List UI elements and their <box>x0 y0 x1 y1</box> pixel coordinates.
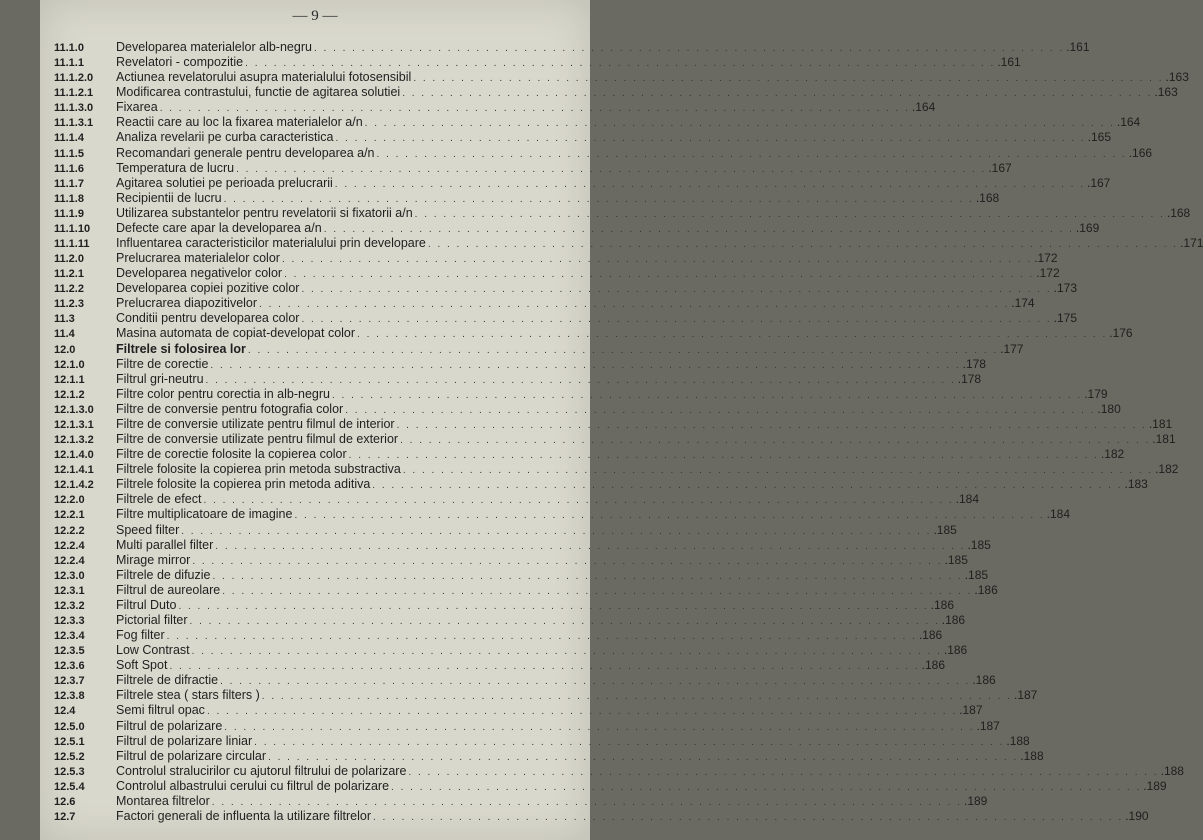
dot-leader <box>402 86 1152 101</box>
page-ref: .181 <box>1152 432 1176 447</box>
section-title: Filtrele de difractie <box>116 673 219 688</box>
page-ref: .163 <box>1154 85 1178 100</box>
section-number: 11.2.1 <box>54 268 84 281</box>
dot-leader <box>332 388 1082 403</box>
toc-entry <box>54 100 936 115</box>
page-number: — 9 — <box>292 8 338 24</box>
section-number: 12.1.4.2 <box>54 479 94 492</box>
dot-leader <box>372 478 1122 493</box>
page-ref: .168 <box>1166 205 1191 220</box>
dot-leader <box>391 780 1141 795</box>
toc-entry <box>54 311 1078 326</box>
section-number: 12.1.2 <box>54 388 85 401</box>
section-title: Filtrul gri-neutru <box>116 371 204 386</box>
toc-entry <box>54 748 1044 764</box>
dot-leader <box>203 493 953 508</box>
toc-entry <box>54 371 982 387</box>
section-number: 11.1.7 <box>54 177 84 190</box>
dot-leader <box>224 720 974 735</box>
dot-leader <box>284 267 1034 282</box>
toc-entry <box>54 778 1167 794</box>
dot-leader <box>301 282 1051 297</box>
toc-entry <box>54 401 1121 417</box>
dot-leader <box>222 584 972 599</box>
section-title: Low Contrast <box>116 643 190 658</box>
section-title: Filtre de corectie <box>116 356 209 371</box>
page-ref: .171 <box>1180 236 1203 251</box>
dot-leader <box>254 735 1004 750</box>
dot-leader <box>377 147 1127 162</box>
page-ref: .185 <box>944 552 968 567</box>
page-ref: .185 <box>964 567 989 582</box>
section-number: 11.1.8 <box>54 192 84 205</box>
section-number: 12.3.7 <box>54 675 85 688</box>
section-number: 12.2.4 <box>54 539 85 552</box>
dot-leader <box>428 237 1178 252</box>
page-ref: .183 <box>1124 477 1148 492</box>
section-number: 12.3.5 <box>54 645 85 658</box>
dot-leader <box>245 56 995 71</box>
section-number: 11.1.3.1 <box>54 117 94 130</box>
dot-leader <box>207 704 957 719</box>
toc-entry <box>54 718 1000 734</box>
dot-leader <box>324 222 1074 237</box>
page-ref: .178 <box>957 371 982 386</box>
dot-leader <box>397 418 1147 433</box>
section-title: Filtre color pentru corectia in alb-negru <box>116 386 330 401</box>
section-number: 11.1.4 <box>54 132 84 145</box>
dot-leader <box>213 569 963 584</box>
section-title: Pictorial filter <box>116 612 188 627</box>
section-title: Modificarea contrastului, functie de agitarea solutiei <box>116 85 401 100</box>
section-title: Fog filter <box>116 628 165 643</box>
section-number: 12.4 <box>54 705 76 718</box>
toc-entry <box>54 326 1133 341</box>
page-ref: .187 <box>959 703 983 718</box>
page-ref: .186 <box>930 597 954 612</box>
dot-leader <box>365 116 1115 131</box>
toc-entry <box>54 673 996 688</box>
section-title: Multi parallel filter <box>116 537 214 552</box>
section-number: 12.5.0 <box>54 720 85 733</box>
section-title: Montarea filtrelor <box>116 793 210 808</box>
toc-entry <box>54 416 1173 432</box>
dot-leader <box>413 71 1163 86</box>
section-title: Defecte care apar la developarea a/n <box>116 220 322 235</box>
dot-leader <box>178 599 928 614</box>
section-title: Utilizarea substantelor pentru revelatorii si fixatorii a/n <box>116 205 413 220</box>
dot-leader <box>236 162 986 177</box>
section-number: 12.2.1 <box>54 509 85 522</box>
section-title: Filtrul Duto <box>116 597 177 612</box>
dot-leader <box>415 207 1165 222</box>
section-title: Filtrele folosite la copierea prin metoda aditiva <box>116 477 371 492</box>
page-ref: .165 <box>1087 130 1112 145</box>
section-number: 12.3.6 <box>54 660 85 673</box>
section-title: Recomandari generale pentru developarea a/n <box>116 145 375 160</box>
page-ref: .161 <box>1066 40 1090 54</box>
page-ref: .172 <box>1034 251 1058 266</box>
dot-leader <box>167 629 917 644</box>
page-ref: .189 <box>964 793 988 808</box>
section-number: 12.3.2 <box>54 599 85 612</box>
dot-leader <box>190 614 940 629</box>
section-number: 12.5.4 <box>54 780 85 793</box>
dot-leader <box>282 252 1032 267</box>
page-ref: .174 <box>1011 296 1035 311</box>
section-title: Agitarea solutiei pe perioada prelucrarii <box>116 175 333 190</box>
section-title: Filtre de conversie utilizate pentru filmul de exterior <box>116 432 399 447</box>
section-number: 12.3.8 <box>54 690 85 703</box>
toc-entry <box>54 522 957 538</box>
page-ref: .186 <box>941 612 966 627</box>
page-ref: .187 <box>1013 688 1038 703</box>
section-number: 12.1.3.0 <box>54 403 94 416</box>
section-number: 12.3.3 <box>54 614 85 627</box>
section-title: Filtrul de polarizare liniar <box>116 733 253 748</box>
section-number: 12.3.1 <box>54 584 85 597</box>
dot-leader <box>259 297 1009 312</box>
page-ref: .185 <box>967 537 991 552</box>
dot-leader <box>262 689 1012 704</box>
page-ref: .188 <box>1006 733 1030 748</box>
dot-leader <box>357 327 1107 342</box>
section-number: 12.6 <box>54 795 76 808</box>
toc-entry <box>54 703 983 718</box>
page-ref: .186 <box>921 658 945 673</box>
page-ref: .172 <box>1036 266 1060 281</box>
section-title: Fixarea <box>116 100 158 115</box>
section-number: 11.1.1 <box>54 57 84 70</box>
dot-leader <box>294 508 1044 523</box>
page-ref: .187 <box>976 718 1000 733</box>
dot-leader <box>224 192 974 207</box>
section-title: Filtrele de difuzie <box>116 567 211 582</box>
toc-entry <box>54 220 1100 236</box>
dot-leader <box>248 343 998 358</box>
dot-leader <box>373 810 1123 825</box>
section-title: Filtrele folosite la copierea prin metoda substractiva <box>116 462 401 477</box>
section-title: Conditii pentru developarea color <box>116 311 300 326</box>
page-ref: .186 <box>918 628 943 643</box>
toc-entry <box>54 40 1090 55</box>
section-title: Filtrul de polarizare circular <box>116 748 267 763</box>
section-title: Developarea negativelor color <box>116 266 283 281</box>
page-ref: .186 <box>974 582 998 597</box>
page-ref: .184 <box>955 492 980 507</box>
section-number: 11.1.3.0 <box>54 102 94 115</box>
toc-entry <box>54 130 1112 145</box>
section-number: 12.1.4.1 <box>54 464 94 477</box>
section-number: 12.2.4 <box>54 554 85 567</box>
page-ref: .182 <box>1100 447 1125 462</box>
dot-leader <box>220 674 970 689</box>
section-number: 11.2.3 <box>54 298 84 311</box>
section-number: 12.1.4.0 <box>54 449 94 462</box>
section-number: 11.1.2.0 <box>54 72 94 85</box>
page-ref: .189 <box>1143 778 1167 793</box>
page-ref: .167 <box>1087 175 1111 190</box>
dot-leader <box>335 131 1085 146</box>
section-title: Filtre multiplicatoare de imagine <box>116 507 293 522</box>
section-title: Filtre de conversie utilizate pentru filmul de interior <box>116 416 395 431</box>
dot-leader <box>345 403 1095 418</box>
toc-entry <box>54 507 1071 522</box>
toc-entry <box>54 552 968 568</box>
section-number: 11.1.9 <box>54 207 84 220</box>
section-number: 11.1.11 <box>54 238 90 251</box>
section-title: Soft Spot <box>116 658 168 673</box>
section-title: Prelucrarea materialelor color <box>116 251 280 266</box>
dot-leader <box>349 448 1099 463</box>
section-title: Controlul stralucirilor cu ajutorul filtrului de polarizare <box>116 763 407 778</box>
toc-entry <box>54 386 1108 402</box>
section-title: Influentarea caracteristicilor materialului prin developare <box>116 236 426 251</box>
dot-leader <box>192 644 942 659</box>
section-number: 11.1.0 <box>54 42 84 54</box>
section-number: 11.1.5 <box>54 147 84 160</box>
toc-entry <box>54 175 1111 191</box>
page-ref: .181 <box>1148 416 1173 431</box>
toc-entry <box>54 628 943 643</box>
section-number: 11.1.10 <box>54 222 91 235</box>
toc-entry <box>54 160 1012 176</box>
toc-entry <box>54 70 1189 85</box>
page-ref: .182 <box>1155 462 1179 477</box>
section-number: 12.5.3 <box>54 765 85 778</box>
toc-entry <box>54 537 991 553</box>
dot-leader <box>160 101 910 116</box>
toc-entry <box>54 612 966 628</box>
page-ref: .184 <box>1046 507 1071 522</box>
toc-entry <box>54 567 989 583</box>
page-ref: .186 <box>972 673 996 688</box>
section-title: Speed filter <box>116 522 180 537</box>
section-title: Filtrele stea ( stars filters ) <box>116 688 260 703</box>
page-ref: .161 <box>997 55 1021 70</box>
section-number: 11.1.2.1 <box>54 87 94 100</box>
toc-entry <box>54 808 1149 824</box>
section-title: Reactii care au loc la fixarea materialelor a/n <box>116 115 363 130</box>
section-number: 12.1.1 <box>54 373 85 386</box>
page-ref: .175 <box>1053 311 1078 326</box>
toc-entry <box>54 190 1000 206</box>
page-ref: .177 <box>1000 341 1024 356</box>
section-title: Developarea materialelor alb-negru <box>116 40 312 54</box>
toc-entry <box>54 296 1035 311</box>
toc-entry <box>54 341 1024 357</box>
section-title: Analiza revelarii pe curba caracteristica <box>116 130 334 145</box>
dot-leader <box>192 554 942 569</box>
section-title: Actiunea revelatorului asupra materialului fotosensibil <box>116 70 412 85</box>
section-number: 12.1.0 <box>54 358 85 371</box>
toc-entry <box>54 658 945 673</box>
toc-entry <box>54 447 1125 462</box>
toc-entry <box>54 115 1141 130</box>
toc-entry <box>54 281 1077 296</box>
section-number: 12.5.1 <box>54 735 85 748</box>
page-ref: .168 <box>975 190 1000 205</box>
dot-leader <box>215 539 965 554</box>
dot-leader <box>403 463 1153 478</box>
dot-leader <box>314 41 1064 56</box>
toc-entry <box>54 356 986 372</box>
section-title: Mirage mirror <box>116 552 191 567</box>
page-ref: .186 <box>943 643 968 658</box>
section-title: Filtre de conversie pentru fotografia color <box>116 401 344 416</box>
page-ref: .178 <box>962 356 986 371</box>
section-number: 12.2.2 <box>54 524 85 537</box>
toc-entry <box>54 597 954 613</box>
section-title: Developarea copiei pozitive color <box>116 281 300 296</box>
toc-entry <box>54 55 1021 70</box>
section-title: Filtrul de polarizare <box>116 718 223 733</box>
section-number: 11.2.2 <box>54 283 84 296</box>
page-ref: .167 <box>988 160 1012 175</box>
toc-entry <box>54 266 1060 281</box>
section-number: 11.4 <box>54 328 75 341</box>
section-title: Masina automata de copiat-developat color <box>116 326 356 341</box>
dot-leader <box>301 312 1051 327</box>
toc-entry <box>54 236 1203 251</box>
section-title: Recipientii de lucru <box>116 190 222 205</box>
page-ref: .169 <box>1075 220 1100 235</box>
toc-entry <box>54 432 1176 447</box>
page-ref: .164 <box>1116 115 1141 130</box>
toc-entry <box>54 688 1038 703</box>
section-title: Factori generali de influenta la utilizare filtrelor <box>116 808 371 823</box>
dot-leader <box>268 750 1018 765</box>
toc-entry <box>54 85 1178 100</box>
dot-leader <box>335 177 1085 192</box>
section-number: 12.2.0 <box>54 494 85 507</box>
toc-entry <box>54 492 980 507</box>
section-number: 12.3.4 <box>54 630 85 643</box>
table-of-contents <box>54 40 1203 824</box>
page-ref: .180 <box>1097 401 1121 416</box>
dot-leader <box>206 373 956 388</box>
page-ref: .173 <box>1053 281 1077 296</box>
page-ref: .185 <box>933 522 957 537</box>
toc-entry <box>54 793 988 809</box>
section-number: 12.0 <box>54 343 76 356</box>
section-number: 12.5.2 <box>54 750 85 763</box>
page-ref: .188 <box>1020 748 1044 763</box>
toc-entry <box>54 643 968 658</box>
book-page <box>40 0 1203 840</box>
page-ref: .164 <box>911 100 936 115</box>
section-number: 12.1.3.2 <box>54 434 94 447</box>
page-ref: .188 <box>1160 763 1184 778</box>
toc-entry <box>54 733 1030 749</box>
section-title: Prelucrarea diapozitivelor <box>116 296 258 311</box>
section-title: Semi filtrul opac <box>116 703 205 718</box>
section-number: 11.3 <box>54 313 75 326</box>
page-ref: .176 <box>1109 326 1133 341</box>
section-title: Filtrele si folosirea lor <box>116 341 246 356</box>
page-ref: .166 <box>1128 145 1153 160</box>
toc-entry <box>54 477 1148 492</box>
section-title: Temperatura de lucru <box>116 160 235 175</box>
section-title: Revelatori - compozitie <box>116 55 244 70</box>
dot-leader <box>181 524 931 539</box>
dot-leader <box>400 433 1150 448</box>
toc-entry <box>54 582 998 598</box>
section-title: Filtrul de aureolare <box>116 582 221 597</box>
toc-entry <box>54 462 1179 477</box>
toc-entry <box>54 145 1153 161</box>
section-number: 11.2.0 <box>54 253 84 266</box>
dot-leader <box>169 659 919 674</box>
section-number: 12.3.0 <box>54 569 85 582</box>
section-title: Filtre de corectie folosite la copierea color <box>116 447 347 462</box>
toc-entry <box>54 205 1191 221</box>
toc-entry <box>54 251 1058 266</box>
page-ref: .190 <box>1125 808 1149 823</box>
section-number: 12.7 <box>54 810 76 823</box>
dot-leader <box>210 358 960 373</box>
dot-leader <box>408 765 1158 780</box>
section-number: 12.1.3.1 <box>54 418 94 431</box>
page-ref: .163 <box>1165 70 1189 85</box>
page-ref: .179 <box>1084 386 1108 401</box>
section-number: 11.1.6 <box>54 162 84 175</box>
toc-entry <box>54 763 1184 779</box>
section-title: Controlul albastrului cerului cu filtrul de polarizare <box>116 778 390 793</box>
section-title: Filtrele de efect <box>116 492 202 507</box>
dot-leader <box>212 795 962 810</box>
